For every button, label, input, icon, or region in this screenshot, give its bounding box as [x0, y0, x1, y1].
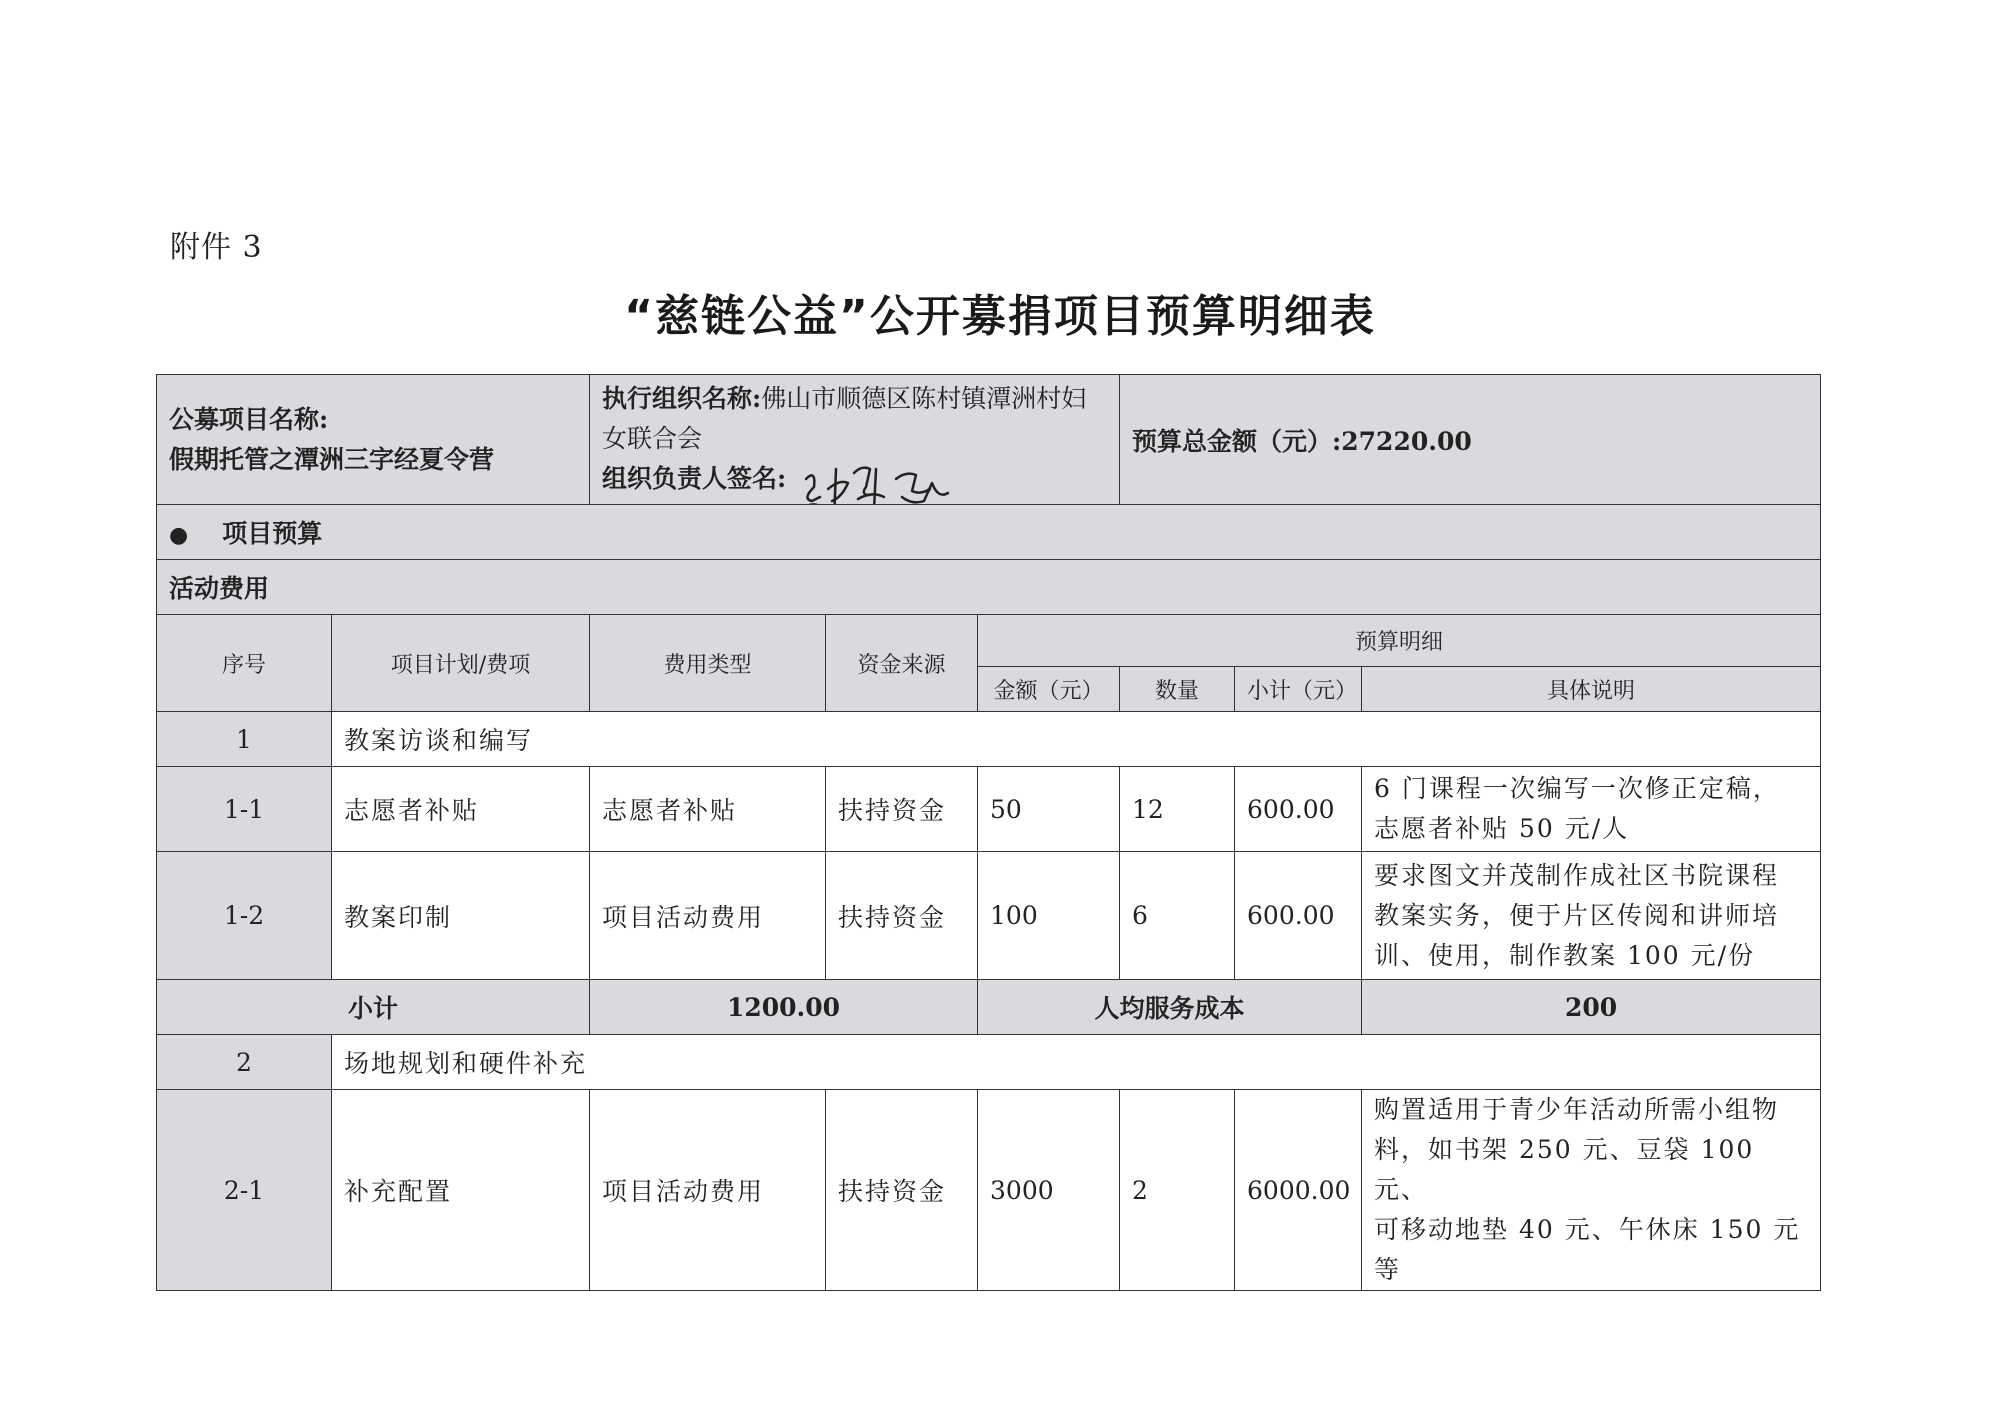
budget-table	[156, 374, 1821, 1291]
per-capita-value: 200	[1362, 980, 1821, 1035]
row-type: 志愿者补贴	[590, 767, 826, 852]
row-amount: 50	[978, 767, 1120, 852]
summary-label: 小计	[157, 980, 590, 1035]
row-type: 项目活动费用	[590, 852, 826, 980]
col-header-no: 序号	[157, 615, 332, 712]
row-desc: 6 门课程一次编写一次修正定稿， 志愿者补贴 50 元/人	[1362, 767, 1821, 852]
column-header-row	[157, 615, 1821, 667]
row-subtotal: 600.00	[1235, 767, 1362, 852]
project-name: 假期托管之潭洲三字经夏令营	[169, 444, 495, 474]
section-title	[157, 505, 1821, 560]
section-label: 项目预算	[222, 519, 323, 548]
col-header-desc: 具体说明	[1362, 667, 1821, 712]
row-qty: 6	[1120, 852, 1235, 980]
group-no: 1	[157, 712, 332, 767]
row-no: 2-1	[157, 1090, 332, 1291]
col-header-amount: 金额（元）	[978, 667, 1120, 712]
table-row	[157, 767, 1821, 852]
group-row	[157, 1035, 1821, 1090]
org-name: 佛山市顺德区陈村镇潭洲村妇女联合会	[602, 384, 1087, 453]
project-name-cell	[157, 375, 590, 505]
row-item: 补充配置	[332, 1090, 590, 1291]
signature	[786, 461, 966, 501]
row-amount: 100	[978, 852, 1120, 980]
row-subtotal: 6000.00	[1235, 1090, 1362, 1291]
row-source: 扶持资金	[826, 767, 978, 852]
row-qty: 12	[1120, 767, 1235, 852]
attachment-label: 附件 3	[170, 230, 263, 265]
group-title: 场地规划和硬件补充	[332, 1035, 1821, 1090]
project-name-label: 公募项目名称:	[169, 404, 329, 434]
category-label: 活动费用	[157, 560, 1821, 615]
summary-value: 1200.00	[590, 980, 978, 1035]
org-label: 执行组织名称:	[602, 384, 762, 413]
header-row	[157, 375, 1821, 505]
row-qty: 2	[1120, 1090, 1235, 1291]
row-item: 志愿者补贴	[332, 767, 590, 852]
col-header-detail-group: 预算明细	[978, 615, 1821, 667]
row-no: 1-1	[157, 767, 332, 852]
budget-total-value: 27220.00	[1341, 426, 1472, 456]
category-row	[157, 560, 1821, 615]
table-row	[157, 852, 1821, 980]
row-type: 项目活动费用	[590, 1090, 826, 1291]
group-no: 2	[157, 1035, 332, 1090]
col-header-source: 资金来源	[826, 615, 978, 712]
row-amount: 3000	[978, 1090, 1120, 1291]
row-item: 教案印制	[332, 852, 590, 980]
col-header-subtotal: 小计（元）	[1235, 667, 1362, 712]
row-desc: 要求图文并茂制作成社区书院课程 教案实务，便于片区传阅和讲师培 训、使用，制作教案 100 元/份	[1362, 852, 1821, 980]
summary-row	[157, 980, 1821, 1035]
page-title: “慈链公益”公开募捐项目预算明细表	[624, 291, 1376, 342]
org-cell	[590, 375, 1120, 505]
section-row	[157, 505, 1821, 560]
row-desc: 购置适用于青少年活动所需小组物 料，如书架 250 元、豆袋 100 元、 可移动地垫 40 元、午休床 150 元等	[1362, 1090, 1821, 1291]
per-capita-label: 人均服务成本	[978, 980, 1362, 1035]
col-header-item: 项目计划/费项	[332, 615, 590, 712]
table-row	[157, 1090, 1821, 1291]
group-row	[157, 712, 1821, 767]
budget-total-cell	[1120, 375, 1821, 505]
budget-total-label: 预算总金额（元）:	[1132, 426, 1342, 456]
row-no: 1-2	[157, 852, 332, 980]
row-source: 扶持资金	[826, 1090, 978, 1291]
bullet-icon: ●	[169, 522, 189, 548]
row-subtotal: 600.00	[1235, 852, 1362, 980]
col-header-qty: 数量	[1120, 667, 1235, 712]
row-source: 扶持资金	[826, 852, 978, 980]
group-title: 教案访谈和编写	[332, 712, 1821, 767]
col-header-type: 费用类型	[590, 615, 826, 712]
signer-label: 组织负责人签名:	[602, 464, 787, 493]
